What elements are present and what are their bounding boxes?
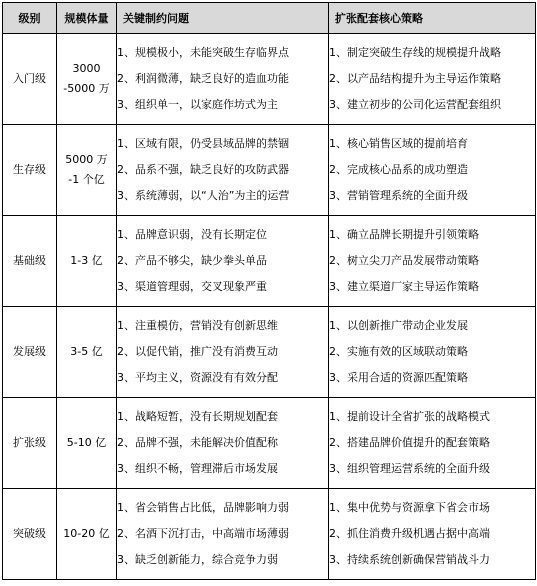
table-header [3,3,536,34]
level-cell: 生存级 [3,125,57,216]
table-row [3,34,536,125]
strategies-cell [329,216,536,307]
header-scale: 规模体量 [57,3,117,34]
problems-cell [117,125,329,216]
strategy-item: 2、抓住消费升级机遇占据中高端 [329,527,490,540]
table-row [3,398,536,489]
scale-cell [57,216,117,307]
strategy-item: 1、提前设计全省扩张的战略模式 [329,410,490,423]
strategies-cell [329,489,536,580]
strategy-item: 3、营销管理系统的全面升级 [329,189,468,202]
scale-line: 1-3 亿 [70,254,103,267]
scale-line: 5000 万 [65,153,108,166]
strategy-item: 2、以产品结构提升为主导运作策略 [329,72,501,85]
problem-item: 1、战略短暂，没有长期规划配套 [117,410,278,423]
scale-cell [57,398,117,489]
problem-item: 1、规模极小，未能突破生存临界点 [117,46,289,59]
problem-item: 3、平均主义，资源没有有效分配 [117,371,278,384]
problem-item: 1、品牌意识弱，没有长期定位 [117,228,267,241]
table-row [3,125,536,216]
header-level: 级别 [3,3,57,34]
problem-item: 1、区域有限，仍受县域品牌的禁锢 [117,137,289,150]
table-row [3,307,536,398]
problem-item: 3、组织不畅，管理滞后市场发展 [117,462,278,475]
strategy-table [2,2,536,580]
strategy-item: 2、树立尖刀产品发展带动策略 [329,254,479,267]
strategy-item: 1、确立品牌长期提升引领策略 [329,228,479,241]
strategy-item: 3、采用合适的资源匹配策略 [329,371,468,384]
problem-item: 2、品牌不强，未能解决价值配称 [117,436,278,449]
strategy-item: 3、建立初步的公司化运营配套组织 [329,98,501,111]
scale-cell [57,34,117,125]
scale-cell [57,125,117,216]
strategies-cell [329,34,536,125]
strategies-cell [329,307,536,398]
table-row [3,489,536,580]
strategy-item: 1、制定突破生存线的规模提升战略 [329,46,501,59]
header-strategies: 扩张配套核心策略 [329,3,536,34]
scale-line: 3000 [72,62,101,75]
strategy-item: 1、集中优势与资源拿下省会市场 [329,501,490,514]
header-problems: 关键制约问题 [117,3,329,34]
strategy-item: 3、组织管理运营系统的全面升级 [329,462,490,475]
problems-cell [117,307,329,398]
strategy-item: 2、搭建品牌价值提升的配套策略 [329,436,490,449]
problem-item: 3、缺乏创新能力，综合竞争力弱 [117,553,278,566]
strategy-item: 2、实施有效的区域联动策略 [329,345,468,358]
table-row [3,216,536,307]
problem-item: 2、以促代销，推广没有消费互动 [117,345,278,358]
level-cell: 扩张级 [3,398,57,489]
level-cell: 入门级 [3,34,57,125]
strategies-cell [329,398,536,489]
problem-item: 2、利润微薄，缺乏良好的造血功能 [117,72,289,85]
level-cell: 发展级 [3,307,57,398]
scale-line: -5000 万 [63,82,110,95]
scale-line: 3-5 亿 [70,345,103,358]
problems-cell [117,34,329,125]
scale-cell [57,489,117,580]
level-cell: 基础级 [3,216,57,307]
problems-cell [117,398,329,489]
scale-line: -1 个亿 [68,173,105,186]
problem-item: 2、名酒下沉打击，中高端市场薄弱 [117,527,289,540]
strategies-cell [329,125,536,216]
problem-item: 3、组织单一，以家庭作坊式为主 [117,98,278,111]
problems-cell [117,216,329,307]
problem-item: 3、系统薄弱，以“人治”为主的运营 [117,189,290,202]
scale-line: 5-10 亿 [66,436,107,449]
problem-item: 2、品系不强，缺乏良好的攻防武器 [117,163,289,176]
strategy-item: 3、建立渠道厂家主导运作策略 [329,280,479,293]
problem-item: 2、产品不够尖，缺少拳头单品 [117,254,267,267]
problem-item: 1、省会销售占比低，品牌影响力弱 [117,501,289,514]
problem-item: 3、渠道管理弱，交叉现象严重 [117,280,267,293]
scale-line: 10-20 亿 [63,527,110,540]
strategy-item: 2、完成核心品系的成功塑造 [329,163,468,176]
level-cell: 突破级 [3,489,57,580]
strategy-item: 1、以创新推广带动企业发展 [329,319,468,332]
problem-item: 1、注重模仿，营销没有创新思维 [117,319,278,332]
problems-cell [117,489,329,580]
scale-cell [57,307,117,398]
strategy-item: 1、核心销售区域的提前培育 [329,137,468,150]
strategy-item: 3、持续系统创新确保营销战斗力 [329,553,490,566]
